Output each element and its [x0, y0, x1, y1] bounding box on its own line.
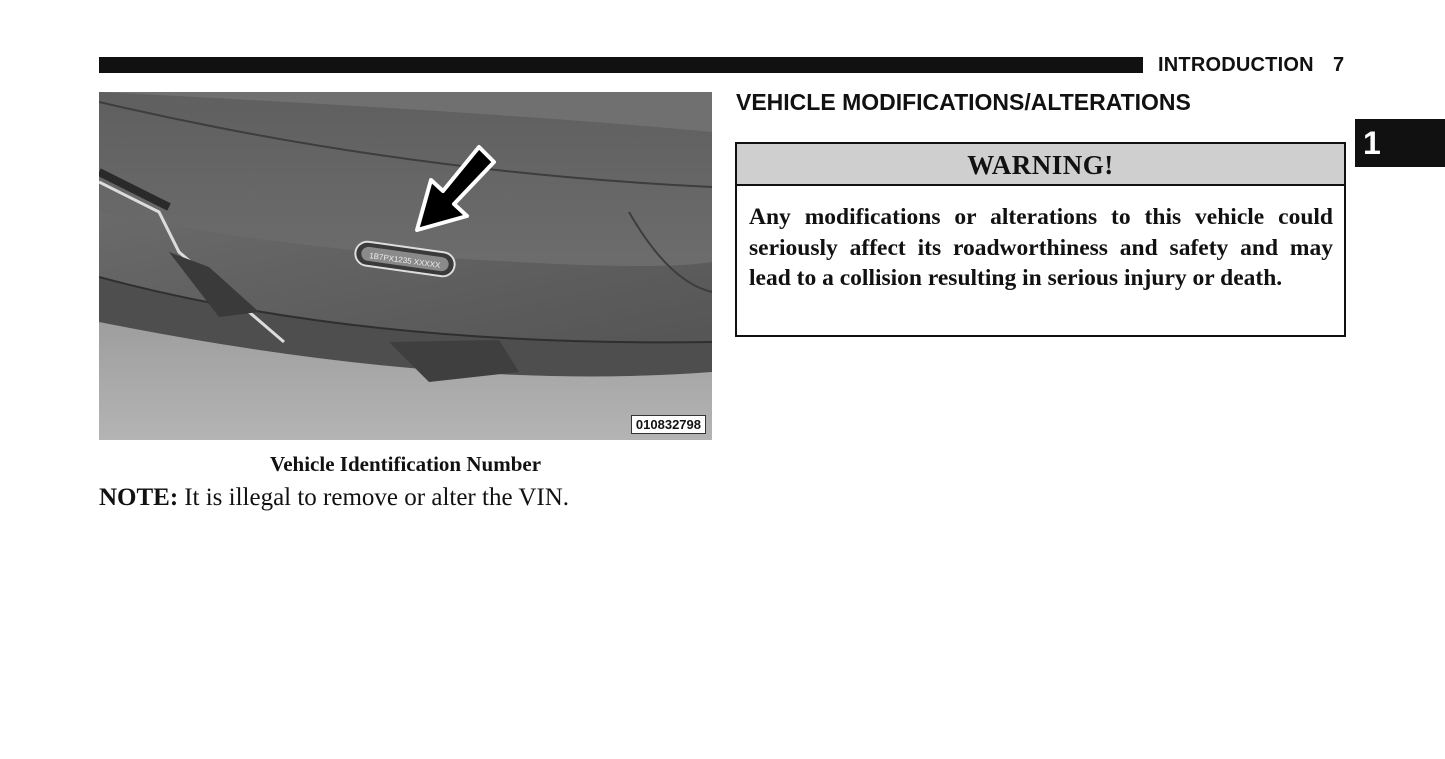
- note-label: NOTE:: [99, 484, 179, 511]
- figure-id: 010832798: [631, 415, 706, 434]
- note-text: It is illegal to remove or alter the VIN.: [184, 484, 570, 511]
- note: [99, 484, 569, 512]
- warning-box: [735, 142, 1346, 337]
- figure-caption: Vehicle Identification Number: [269, 452, 542, 476]
- windshield-illustration: [99, 92, 712, 440]
- header-rule: [99, 57, 1143, 73]
- section-title: VEHICLE MODIFICATIONS/ALTERATIONS: [736, 89, 1191, 115]
- warning-body: Any modifications or alterations to this vehicle could seriously affect its roadworthiness and safety and may lead to a collision resulting in serious injury or death.: [749, 204, 1333, 291]
- running-header-section: INTRODUCTION: [1158, 54, 1314, 76]
- page-number: 7: [1333, 54, 1345, 76]
- vin-figure: [99, 92, 712, 440]
- warning-title: WARNING!: [737, 144, 1344, 186]
- vin-plate-text: 1B7PX1235 XXXXX: [368, 251, 441, 270]
- chapter-tab: 1: [1355, 119, 1445, 167]
